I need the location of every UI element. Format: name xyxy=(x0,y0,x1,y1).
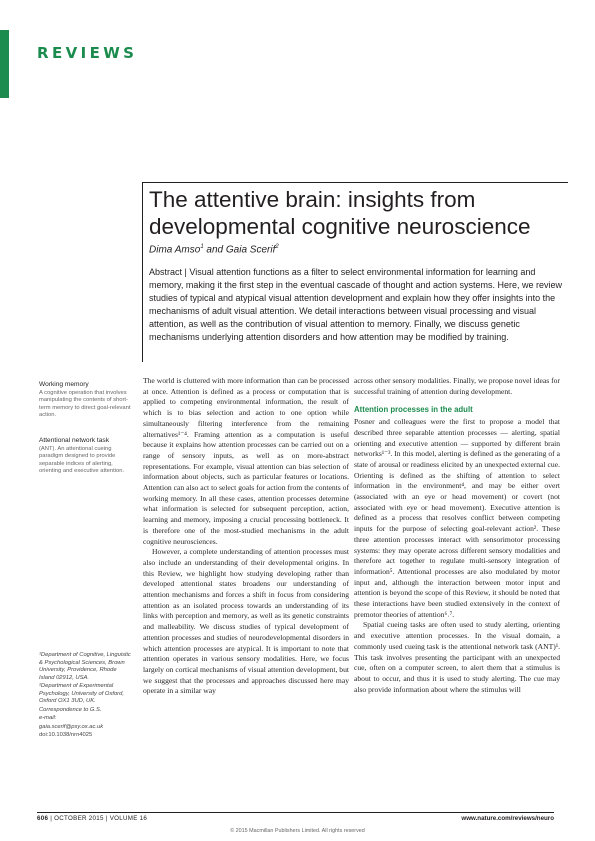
section-heading: Attention processes in the adult xyxy=(354,405,473,415)
author-affiliation-mark: 2 xyxy=(275,244,279,250)
section-color-bar xyxy=(0,30,9,98)
body-paragraph: across other sensory modalities. Finally, we propose novel ideas for successful training of attention during development. xyxy=(354,376,560,396)
body-column-left xyxy=(143,376,349,697)
email-label: e-mail: xyxy=(39,715,57,721)
abstract: Abstract | Visual attention functions as a filter to select environmental information for learning and memory, making it the first step in the eventual cascade of thought and action systems. Here, we review studies of typical and atypical visual attention development and explain how they offer insights into the mechanisms of adult visual attention. We detail interactions between visual processing and visual attention, as well as the contribution of visual attention to memory. Finally, we discuss genetic mechanisms underlying attention disorders and how attention may be modified by training. xyxy=(149,267,563,343)
body-paragraph: Posner and colleagues were the first to propose a model that described three separable attention processes — alerting, spatial orienting and executive attention — supported by different brain networks¹⁻³. In this model, alerting is defined as the generating of a state of arousal or readiness elicited by an unexpected external cue. Orienting is defined as the shifting of attention to select information in the environment⁴, and may be either overt (associated with an eye or head movement) or covert (not associated with eye or head movement). Executive attention is defined as a process that resolves conflict between competing inputs for the purpose of selecting goal-relevant action². These three attention processes interact with sensorimotor processing systems: they may operate across different sensory modalities and therefore act together to regulate multi-sensory integration of information⁵. Attentional processes are also modulated by motor input and, although the interaction between motor input and attention is beyond the scope of this Review, it should be noted that these interactions have been studied extensively in the context of premotor theories of attention⁶˒⁷. xyxy=(354,417,560,619)
copyright-notice: © 2015 Macmillan Publishers Limited. All rights reserved xyxy=(230,828,365,834)
author-separator: and xyxy=(203,244,226,256)
glossary-definition: (ANT). An attentional cueing paradigm designed to provide separable indices of alerting, orienting and executive attention. xyxy=(39,445,125,475)
article-title: The attentive brain: insights from developmental cognitive neuroscience xyxy=(149,187,531,239)
body-paragraph: However, a complete understanding of attention processes must also include an understanding of their developmental origins. In this Review, we highlight how studying developing rather than developed attentional states broadens our understanding of attention mechanisms and forces a shift in focus from considering attention as an isolated process towards an understanding of its links with perception and memory, as well as its genetic constraints and malleability. We discuss studies of typical development of attention processes and studies of neurodevelopmental disorders in which attention processes are atypical. It is important to note that attention operates in various sensory modalities. Here, we focus largely on cortical mechanisms of visual attention development, but we suggest that the processes and approaches discussed here may operate in a similar way xyxy=(143,547,349,696)
email-address[interactable]: gaia.scerif@psy.ox.ac.uk xyxy=(39,723,104,730)
doi: doi:10.1038/nrn4025 xyxy=(39,732,93,738)
journal-website[interactable]: www.nature.com/reviews/neuro xyxy=(461,815,554,822)
section-label: REVIEWS xyxy=(37,44,138,62)
page-number: 606 xyxy=(37,815,49,822)
author-name: Gaia Scerif xyxy=(225,244,276,256)
author-line xyxy=(149,244,279,255)
affiliation-2: ²Department of Experimental Psychology, University of Oxford, Oxford OX1 3UD, UK. xyxy=(39,683,124,704)
body-paragraph: The world is cluttered with more information than can be processed at once. Attention is defined as a process or computation that is applied to competing environmental information, the result of which is to bias selection and action to one option while simultaneously filtering interference from the remaining alternatives¹⁻⁴. Framing attention as a computation is useful because it explains how attention processes can be carried out on a range of sensory inputs, as well as on more-abstract representations. For example, visual attention can bias selection of information about objects, such as particular features or locations. Attention can also act to select goals for action from the contents of working memory. In all these cases, attention processes determine what information is selected for subsequent perception, action, learning and memory, imposing a crucial processing bottleneck. It is therefore one of the most-studied mechanisms in the adult cognitive neurosciences. xyxy=(143,376,349,546)
author-name: Dima Amso xyxy=(149,244,201,256)
footer-page-info xyxy=(37,815,147,822)
title-side-rule xyxy=(142,182,143,362)
title-rule xyxy=(142,182,568,183)
issue-info: | OCTOBER 2015 | VOLUME 16 xyxy=(48,815,148,822)
glossary-term: Working memory xyxy=(39,381,89,388)
footer-rule xyxy=(37,812,554,813)
body-column-right xyxy=(354,376,560,695)
glossary-definition: A cognitive operation that involves manipulating the contents of short-term memory to direct goal-relevant action. xyxy=(39,389,131,419)
affiliations xyxy=(39,652,133,741)
body-paragraph: Spatial cueing tasks are often used to study alerting, orienting and executive attention processes. In the visual domain, a commonly used cueing task is the attentional network task (ANT)¹. This task involves presenting the participant with an unexpected cue, often on a computer screen, to alert them that a stimulus is about to occur, and thus it is used to study alerting. The cue may also provide information about where the stimulus will xyxy=(354,620,560,694)
glossary-entry xyxy=(39,381,132,420)
affiliation-1: ¹Department of Cognitive, Linguistic & Psychological Sciences, Brown University, Providence, Rhode Island 02912, USA. xyxy=(39,652,131,681)
glossary-entry xyxy=(39,437,132,476)
author-affiliation-mark: 1 xyxy=(200,244,204,250)
correspondence: Correspondence to G.S. xyxy=(39,706,102,713)
glossary-term: Attentional network task xyxy=(39,437,110,444)
